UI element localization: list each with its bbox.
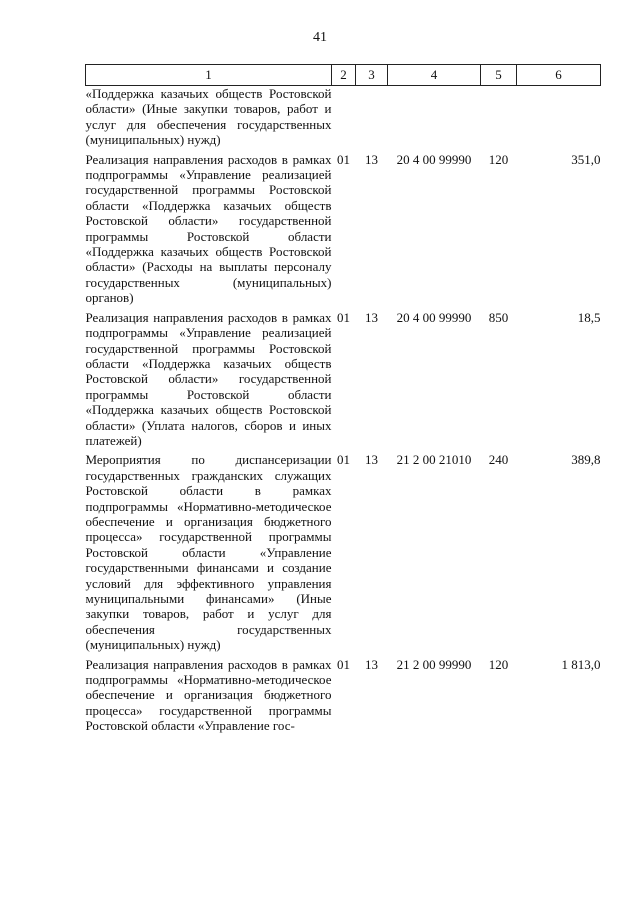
table-row <box>86 657 601 734</box>
page-number: 41 <box>313 30 327 45</box>
row-description: Мероприятия по диспансеризации государственных гражданских служащих Ростовской области в рамках подпрограммы «Нормативно-методическое обеспечение и организация бюджетного процесса» государственной программы Ростовской области «Управление государственными финансами и создание условий для эффективного управления муниципальными финансами» (Иные закупки товаров, работ и услуг для обеспечения государственных (муниципальных) нужд) <box>85 452 332 653</box>
row-amount <box>517 86 601 152</box>
row-col-3: 13 <box>365 656 378 672</box>
row-description: Реализация направления расходов в рамках подпрограммы «Управление реализацией государственной программы Ростовской области «Поддержка казачьих обществ Ростовской области» государственной программы Ростовской области «Поддержка казачьих обществ Ростовской области» (Расходы на выплаты персоналу государственных (муниципальных) органов) <box>85 151 332 306</box>
row-col-5: 120 <box>488 656 509 672</box>
row-col-4: 20 4 00 99990 <box>396 151 472 167</box>
header-col-5: 5 <box>481 65 517 86</box>
row-col-4: 20 4 00 99990 <box>396 309 472 325</box>
row-amount: 1 813,0 <box>561 656 601 672</box>
header-row <box>86 65 601 86</box>
row-amount: 351,0 <box>571 151 601 167</box>
row-col-4: 21 2 00 21010 <box>396 452 472 468</box>
budget-table <box>85 64 601 734</box>
row-amount: 18,5 <box>577 309 601 325</box>
row-col-2: 01 <box>337 309 350 325</box>
header-col-1: 1 <box>86 65 332 86</box>
row-col-4 <box>388 86 481 152</box>
row-description: Реализация направления расходов в рамках подпрограммы «Управление реализацией государственной программы Ростовской области «Поддержка казачьих обществ Ростовской области» государственной программы Ростовской области «Поддержка казачьих обществ Ростовской области» (Уплата налогов, сборов и иных платежей) <box>85 309 332 448</box>
row-col-2: 01 <box>337 452 350 468</box>
table-row <box>86 452 601 656</box>
row-col-4: 21 2 00 99990 <box>396 656 472 672</box>
row-col-3: 13 <box>365 151 378 167</box>
table-row <box>86 86 601 152</box>
row-col-2: 01 <box>337 151 350 167</box>
header-col-6: 6 <box>517 65 601 86</box>
header-col-3: 3 <box>356 65 388 86</box>
header-col-2: 2 <box>332 65 356 86</box>
row-col-5 <box>481 86 517 152</box>
row-description: Реализация направления расходов в рамках подпрограммы «Нормативно-методическое обеспечение и организация бюджетного процесса» государственной программы Ростовской области «Управление гос- <box>85 656 332 734</box>
row-col-5: 850 <box>488 309 509 325</box>
row-col-2 <box>332 86 356 152</box>
row-col-5: 240 <box>488 452 509 468</box>
row-col-3 <box>356 86 388 152</box>
row-col-2: 01 <box>337 656 350 672</box>
row-col-3: 13 <box>365 452 378 468</box>
header-col-4: 4 <box>388 65 481 86</box>
table-row <box>86 310 601 453</box>
row-description: «Поддержка казачьих обществ Ростовской области» (Иные закупки товаров, работ и услуг для обеспечения государственных (муниципальных) нужд) <box>85 86 332 148</box>
row-amount: 389,8 <box>571 452 601 468</box>
row-col-3: 13 <box>365 309 378 325</box>
row-col-5: 120 <box>488 151 509 167</box>
table-row <box>86 152 601 310</box>
